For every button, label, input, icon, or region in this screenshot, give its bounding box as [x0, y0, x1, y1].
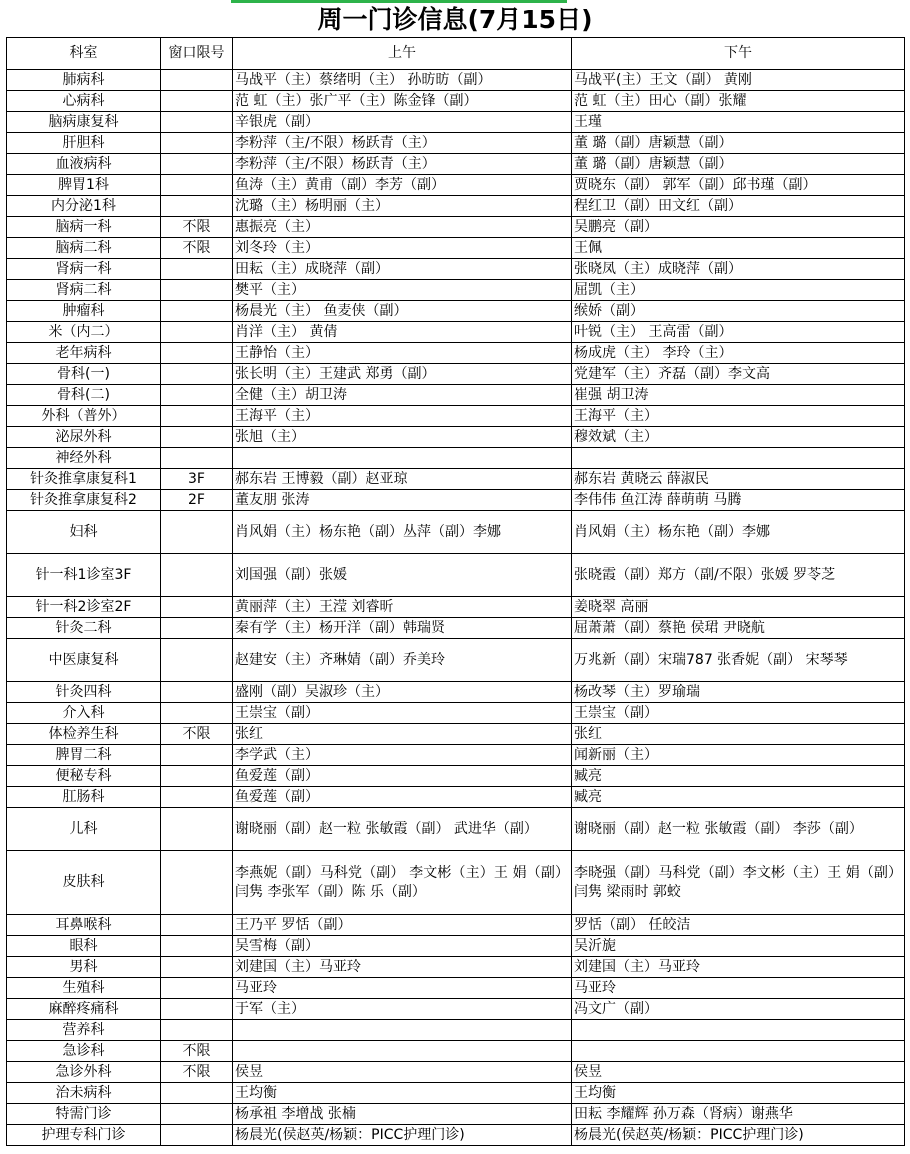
window-limit-cell — [161, 851, 233, 915]
morning-doctors-cell: 杨承祖 李增战 张楠 — [233, 1104, 572, 1125]
table-body — [7, 70, 905, 1146]
morning-doctors-cell: 董友朋 张涛 — [233, 490, 572, 511]
afternoon-doctors-cell: 王均衡 — [572, 1083, 905, 1104]
afternoon-doctors-cell: 张晓霞（副）郑方（副/不限）张媛 罗苓芝 — [572, 554, 905, 597]
afternoon-doctors-cell: 王崇宝（副） — [572, 703, 905, 724]
morning-doctors-cell: 田耘（主）成晓萍（副） — [233, 259, 572, 280]
department-cell: 儿科 — [7, 808, 161, 851]
afternoon-doctors-cell: 马亚玲 — [572, 978, 905, 999]
department-cell: 脾胃二科 — [7, 745, 161, 766]
morning-doctors-cell: 刘建国（主）马亚玲 — [233, 957, 572, 978]
morning-doctors-cell: 王均衡 — [233, 1083, 572, 1104]
table-row — [7, 554, 905, 597]
afternoon-doctors-cell: 缑娇（副） — [572, 301, 905, 322]
afternoon-doctors-cell: 杨成虎（主） 李玲（主） — [572, 343, 905, 364]
window-limit-cell: 不限 — [161, 1041, 233, 1062]
afternoon-doctors-cell: 崔强 胡卫涛 — [572, 385, 905, 406]
department-cell: 针灸二科 — [7, 618, 161, 639]
table-row — [7, 238, 905, 259]
afternoon-doctors-cell — [572, 448, 905, 469]
window-limit-cell — [161, 70, 233, 91]
window-limit-cell — [161, 133, 233, 154]
department-cell: 针一科2诊室2F — [7, 597, 161, 618]
window-limit-cell — [161, 682, 233, 703]
afternoon-doctors-cell: 李伟伟 鱼江涛 薛萌萌 马腾 — [572, 490, 905, 511]
morning-doctors-cell: 鱼爱莲（副） — [233, 787, 572, 808]
table-row — [7, 70, 905, 91]
department-cell: 特需门诊 — [7, 1104, 161, 1125]
morning-doctors-cell: 马亚玲 — [233, 978, 572, 999]
window-limit-cell — [161, 1125, 233, 1146]
morning-doctors-cell: 王乃平 罗恬（副） — [233, 915, 572, 936]
window-limit-cell: 2F — [161, 490, 233, 511]
morning-doctors-cell: 刘国强（副）张媛 — [233, 554, 572, 597]
table-row — [7, 448, 905, 469]
department-cell: 内分泌1科 — [7, 196, 161, 217]
window-limit-cell — [161, 703, 233, 724]
department-cell: 心病科 — [7, 91, 161, 112]
table-row — [7, 301, 905, 322]
afternoon-doctors-cell: 程红卫（副）田文红（副） — [572, 196, 905, 217]
table-row — [7, 154, 905, 175]
morning-doctors-cell: 张红 — [233, 724, 572, 745]
window-limit-cell — [161, 915, 233, 936]
window-limit-cell: 不限 — [161, 1062, 233, 1083]
department-cell: 肿瘤科 — [7, 301, 161, 322]
morning-doctors-cell: 鱼涛（主）黄甫（副）李芳（副） — [233, 175, 572, 196]
header-afternoon: 下午 — [572, 38, 905, 70]
afternoon-doctors-cell: 王佩 — [572, 238, 905, 259]
window-limit-cell — [161, 343, 233, 364]
morning-doctors-cell: 杨晨光(侯赵英/杨颖：PICC护理门诊) — [233, 1125, 572, 1146]
department-cell: 血液病科 — [7, 154, 161, 175]
department-cell: 针灸推拿康复科2 — [7, 490, 161, 511]
department-cell: 麻醉疼痛科 — [7, 999, 161, 1020]
window-limit-cell — [161, 618, 233, 639]
afternoon-doctors-cell — [572, 1020, 905, 1041]
table-row — [7, 196, 905, 217]
afternoon-doctors-cell: 穆效斌（主） — [572, 427, 905, 448]
afternoon-doctors-cell: 肖风娟（主）杨东艳（副）李娜 — [572, 511, 905, 554]
afternoon-doctors-cell: 吴沂旎 — [572, 936, 905, 957]
window-limit-cell: 不限 — [161, 238, 233, 259]
window-limit-cell — [161, 1104, 233, 1125]
morning-doctors-cell: 鱼爱莲（副） — [233, 766, 572, 787]
department-cell: 骨科(二) — [7, 385, 161, 406]
window-limit-cell — [161, 406, 233, 427]
window-limit-cell — [161, 597, 233, 618]
table-row — [7, 936, 905, 957]
department-cell: 男科 — [7, 957, 161, 978]
afternoon-doctors-cell: 张红 — [572, 724, 905, 745]
header-window-limit: 窗口限号 — [161, 38, 233, 70]
department-cell: 肛肠科 — [7, 787, 161, 808]
table-row — [7, 1062, 905, 1083]
window-limit-cell — [161, 999, 233, 1020]
table-row — [7, 1041, 905, 1062]
afternoon-doctors-cell: 王瑾 — [572, 112, 905, 133]
afternoon-doctors-cell: 叶锐（主） 王高雷（副） — [572, 322, 905, 343]
table-row — [7, 175, 905, 196]
afternoon-doctors-cell: 屈凯（主） — [572, 280, 905, 301]
department-cell: 脑病二科 — [7, 238, 161, 259]
afternoon-doctors-cell: 党建军（主）齐磊（副）李文高 — [572, 364, 905, 385]
table-row — [7, 322, 905, 343]
morning-doctors-cell — [233, 1041, 572, 1062]
morning-doctors-cell: 全健（主）胡卫涛 — [233, 385, 572, 406]
morning-doctors-cell: 马战平（主）蔡绪明（主） 孙昉昉（副） — [233, 70, 572, 91]
window-limit-cell — [161, 196, 233, 217]
afternoon-doctors-cell: 罗恬（副） 任皎洁 — [572, 915, 905, 936]
window-limit-cell — [161, 766, 233, 787]
window-limit-cell — [161, 427, 233, 448]
morning-doctors-cell: 范 虹（主）张广平（主）陈金锋（副） — [233, 91, 572, 112]
table-header-row — [7, 38, 905, 70]
department-cell: 针一科1诊室3F — [7, 554, 161, 597]
table-row — [7, 851, 905, 915]
department-cell: 体检养生科 — [7, 724, 161, 745]
morning-doctors-cell: 郝东岩 王博毅（副）赵亚琼 — [233, 469, 572, 490]
morning-doctors-cell: 赵建安（主）齐琳婧（副）乔美玲 — [233, 639, 572, 682]
table-row — [7, 364, 905, 385]
department-cell: 肾病一科 — [7, 259, 161, 280]
table-row — [7, 91, 905, 112]
department-cell: 外科（普外） — [7, 406, 161, 427]
department-cell: 肾病二科 — [7, 280, 161, 301]
department-cell: 生殖科 — [7, 978, 161, 999]
morning-doctors-cell: 肖洋（主） 黄倩 — [233, 322, 572, 343]
afternoon-doctors-cell: 李晓强（副）马科党（副）李文彬（主）王 娟（副）闫隽 梁雨时 郭蛟 — [572, 851, 905, 915]
table-row — [7, 1083, 905, 1104]
table-row — [7, 618, 905, 639]
afternoon-doctors-cell: 马战平(主）王文（副） 黄刚 — [572, 70, 905, 91]
table-row — [7, 1020, 905, 1041]
department-cell: 急诊外科 — [7, 1062, 161, 1083]
table-row — [7, 787, 905, 808]
morning-doctors-cell — [233, 1020, 572, 1041]
window-limit-cell — [161, 280, 233, 301]
afternoon-doctors-cell: 闻新丽（主） — [572, 745, 905, 766]
morning-doctors-cell: 黄丽萍（主）王滢 刘睿昕 — [233, 597, 572, 618]
table-row — [7, 490, 905, 511]
table-row — [7, 1125, 905, 1146]
window-limit-cell — [161, 511, 233, 554]
clinic-schedule-table — [6, 37, 905, 1146]
table-row — [7, 978, 905, 999]
table-row — [7, 724, 905, 745]
department-cell: 耳鼻喉科 — [7, 915, 161, 936]
department-cell: 中医康复科 — [7, 639, 161, 682]
afternoon-doctors-cell: 刘建国（主）马亚玲 — [572, 957, 905, 978]
morning-doctors-cell: 张长明（主）王建武 郑勇（副） — [233, 364, 572, 385]
department-cell: 针灸四科 — [7, 682, 161, 703]
morning-doctors-cell: 吴雪梅（副） — [233, 936, 572, 957]
department-cell: 便秘专科 — [7, 766, 161, 787]
window-limit-cell — [161, 554, 233, 597]
afternoon-doctors-cell: 王海平（主） — [572, 406, 905, 427]
window-limit-cell — [161, 175, 233, 196]
morning-doctors-cell: 王崇宝（副） — [233, 703, 572, 724]
afternoon-doctors-cell: 臧亮 — [572, 766, 905, 787]
window-limit-cell — [161, 385, 233, 406]
department-cell: 脾胃1科 — [7, 175, 161, 196]
afternoon-doctors-cell — [572, 1041, 905, 1062]
morning-doctors-cell: 李燕妮（副）马科党（副） 李文彬（主）王 娟（副）闫隽 李张军（副）陈 乐（副） — [233, 851, 572, 915]
department-cell: 眼科 — [7, 936, 161, 957]
table-row — [7, 259, 905, 280]
department-cell: 肝胆科 — [7, 133, 161, 154]
table-row — [7, 808, 905, 851]
morning-doctors-cell: 肖风娟（主）杨东艳（副）丛萍（副）李娜 — [233, 511, 572, 554]
afternoon-doctors-cell: 张晓凤（主）成晓萍（副） — [572, 259, 905, 280]
department-cell: 急诊科 — [7, 1041, 161, 1062]
afternoon-doctors-cell: 田耘 李耀辉 孙万森（肾病）谢燕华 — [572, 1104, 905, 1125]
morning-doctors-cell: 辛银虎（副） — [233, 112, 572, 133]
table-row — [7, 999, 905, 1020]
department-cell: 老年病科 — [7, 343, 161, 364]
window-limit-cell — [161, 808, 233, 851]
department-cell: 脑病一科 — [7, 217, 161, 238]
department-cell: 针灸推拿康复科1 — [7, 469, 161, 490]
window-limit-cell: 3F — [161, 469, 233, 490]
morning-doctors-cell: 侯昱 — [233, 1062, 572, 1083]
department-cell: 介入科 — [7, 703, 161, 724]
table-row — [7, 133, 905, 154]
morning-doctors-cell: 盛刚（副）吴淑珍（主） — [233, 682, 572, 703]
header-department: 科室 — [7, 38, 161, 70]
department-cell: 护理专科门诊 — [7, 1125, 161, 1146]
afternoon-doctors-cell: 郝东岩 黄晓云 薛淑民 — [572, 469, 905, 490]
afternoon-doctors-cell: 侯昱 — [572, 1062, 905, 1083]
afternoon-doctors-cell: 杨晨光(侯赵英/杨颖：PICC护理门诊) — [572, 1125, 905, 1146]
afternoon-doctors-cell: 贾晓东（副） 郭军（副）邱书瑾（副） — [572, 175, 905, 196]
morning-doctors-cell: 刘冬玲（主） — [233, 238, 572, 259]
afternoon-doctors-cell: 屈萧萧（副）蔡艳 侯珺 尹晓航 — [572, 618, 905, 639]
department-cell: 米（内二） — [7, 322, 161, 343]
window-limit-cell — [161, 936, 233, 957]
window-limit-cell: 不限 — [161, 217, 233, 238]
table-row — [7, 217, 905, 238]
window-limit-cell — [161, 91, 233, 112]
table-row — [7, 406, 905, 427]
morning-doctors-cell: 杨晨光（主） 鱼麦侠（副） — [233, 301, 572, 322]
window-limit-cell — [161, 301, 233, 322]
table-row — [7, 597, 905, 618]
table-row — [7, 112, 905, 133]
table-row — [7, 957, 905, 978]
window-limit-cell — [161, 322, 233, 343]
department-cell: 肺病科 — [7, 70, 161, 91]
department-cell: 治未病科 — [7, 1083, 161, 1104]
morning-doctors-cell: 李粉萍（主/不限）杨跃青（主） — [233, 154, 572, 175]
morning-doctors-cell: 王静怡（主） — [233, 343, 572, 364]
table-row — [7, 385, 905, 406]
afternoon-doctors-cell: 谢晓丽（副）赵一粒 张敏霞（副） 李莎（副） — [572, 808, 905, 851]
window-limit-cell — [161, 448, 233, 469]
table-row — [7, 469, 905, 490]
window-limit-cell — [161, 745, 233, 766]
table-row — [7, 511, 905, 554]
table-row — [7, 280, 905, 301]
afternoon-doctors-cell: 董 璐（副）唐颖慧（副） — [572, 154, 905, 175]
table-row — [7, 682, 905, 703]
morning-doctors-cell: 樊平（主） — [233, 280, 572, 301]
afternoon-doctors-cell: 万兆新（副）宋瑞787 张香妮（副） 宋琴琴 — [572, 639, 905, 682]
morning-doctors-cell — [233, 448, 572, 469]
afternoon-doctors-cell: 冯文广（副） — [572, 999, 905, 1020]
morning-doctors-cell: 李学武（主） — [233, 745, 572, 766]
morning-doctors-cell: 于军（主） — [233, 999, 572, 1020]
department-cell: 神经外科 — [7, 448, 161, 469]
window-limit-cell — [161, 1083, 233, 1104]
department-cell: 泌尿外科 — [7, 427, 161, 448]
afternoon-doctors-cell: 范 虹（主）田心（副）张耀 — [572, 91, 905, 112]
window-limit-cell — [161, 259, 233, 280]
header-morning: 上午 — [233, 38, 572, 70]
department-cell: 脑病康复科 — [7, 112, 161, 133]
window-limit-cell — [161, 787, 233, 808]
department-cell: 营养科 — [7, 1020, 161, 1041]
window-limit-cell — [161, 1020, 233, 1041]
table-row — [7, 703, 905, 724]
table-row — [7, 639, 905, 682]
morning-doctors-cell: 李粉萍（主/不限）杨跃青（主） — [233, 133, 572, 154]
window-limit-cell — [161, 364, 233, 385]
department-cell: 骨科(一) — [7, 364, 161, 385]
window-limit-cell — [161, 112, 233, 133]
table-row — [7, 745, 905, 766]
afternoon-doctors-cell: 杨改琴（主）罗瑜瑞 — [572, 682, 905, 703]
morning-doctors-cell: 王海平（主） — [233, 406, 572, 427]
morning-doctors-cell: 谢晓丽（副）赵一粒 张敏霞（副） 武进华（副） — [233, 808, 572, 851]
morning-doctors-cell: 张旭（主） — [233, 427, 572, 448]
morning-doctors-cell: 秦有学（主）杨开洋（副）韩瑞贤 — [233, 618, 572, 639]
department-cell: 皮肤科 — [7, 851, 161, 915]
department-cell: 妇科 — [7, 511, 161, 554]
morning-doctors-cell: 惠振亮（主） — [233, 217, 572, 238]
afternoon-doctors-cell: 臧亮 — [572, 787, 905, 808]
window-limit-cell — [161, 639, 233, 682]
page-title: 周一门诊信息(7月15日) — [317, 5, 593, 34]
table-row — [7, 766, 905, 787]
table-row — [7, 915, 905, 936]
window-limit-cell: 不限 — [161, 724, 233, 745]
window-limit-cell — [161, 978, 233, 999]
morning-doctors-cell: 沈璐（主）杨明丽（主） — [233, 196, 572, 217]
afternoon-doctors-cell: 董 璐（副）唐颖慧（副） — [572, 133, 905, 154]
table-row — [7, 427, 905, 448]
table-row — [7, 343, 905, 364]
window-limit-cell — [161, 154, 233, 175]
window-limit-cell — [161, 957, 233, 978]
afternoon-doctors-cell: 吴鹏亮（副） — [572, 217, 905, 238]
table-row — [7, 1104, 905, 1125]
afternoon-doctors-cell: 姜晓翠 高丽 — [572, 597, 905, 618]
